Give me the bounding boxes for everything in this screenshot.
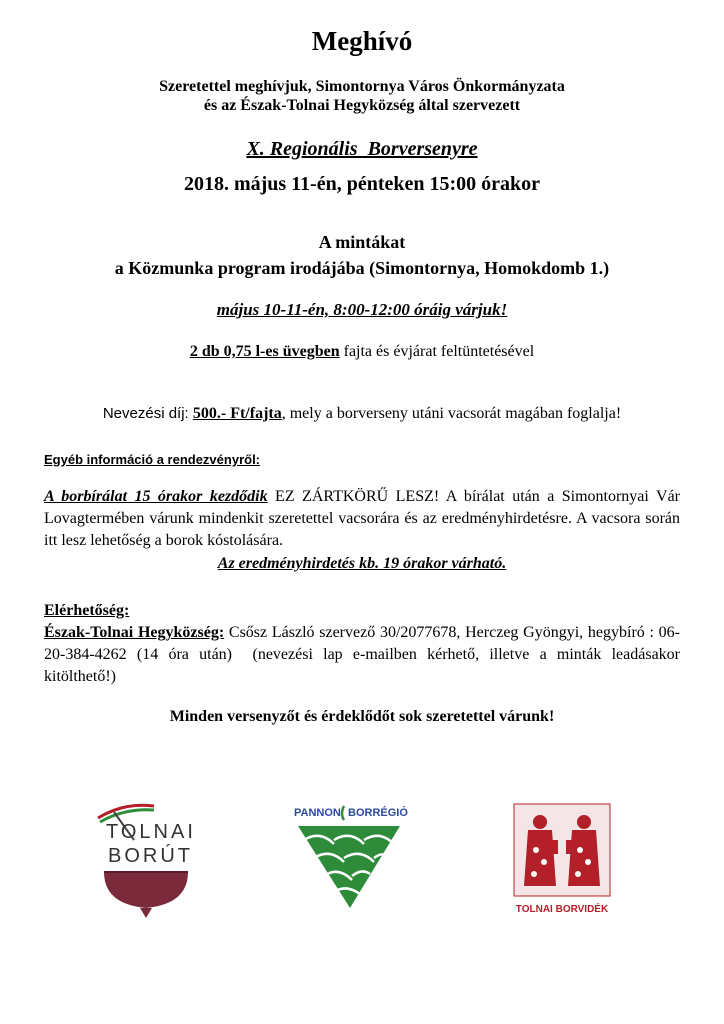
judging-start: A borbírálat 15 órakor kezdődik	[44, 488, 268, 505]
entry-fee	[0, 405, 724, 423]
samples-heading: A mintákat	[318, 232, 406, 252]
bottles-details: fajta és évjárat feltüntetésével	[339, 343, 535, 360]
contact-paragraph	[44, 622, 684, 688]
info-paragraph	[44, 486, 680, 552]
event-date: 2018. május 11-én, pénteken 15:00 órakor	[183, 173, 541, 195]
page-title: Meghívó	[311, 26, 413, 56]
tolnai-borvidek-logo	[506, 800, 618, 918]
event-name	[0, 138, 724, 161]
closing-line: Minden versenyzőt és érdeklődőt sok szeretettel várunk!	[169, 708, 555, 725]
logo-text-borvidek: TOLNAI BORVIDÉK	[515, 904, 609, 915]
fee-details: , mely a borverseny utáni vacsorát magában foglalja!	[281, 405, 622, 422]
logo-text-tolnai: TOLNAI	[106, 821, 196, 843]
logo-text-borut: BORÚT	[108, 845, 193, 867]
bottles-amount: 2 db 0,75 l-es üvegben	[189, 343, 340, 360]
intro-line-1: Szeretettel meghívjuk, Simontornya Város Önkormányzata	[159, 78, 565, 95]
info-details: EZ ZÁRTKÖRŰ LESZ! A bírálat után a Simontornyai Vár Lovagtermében várunk mindenkit szeretettel vacsorára és az eredményhirdetésre. A vacsora során itt lesz lehetőség a borok kóstolására.	[44, 488, 680, 549]
logo-text-borregio: BORRÉGIÓ	[348, 807, 408, 819]
info-heading: Egyéb információ a rendezvényről:	[44, 452, 261, 467]
contact-organization: Észak-Tolnai Hegyközség:	[44, 624, 225, 641]
bottles-requirement	[0, 343, 724, 361]
event-name-text: X. Regionális Borversenyre	[246, 138, 478, 160]
fee-label: Nevezési díj:	[102, 405, 193, 422]
samples-location: a Közmunka program irodájába (Simontornya, Homokdomb 1.)	[114, 258, 610, 278]
contact-heading: Elérhetőség:	[44, 602, 130, 619]
logo-text-pannon: PANNON	[294, 807, 341, 819]
pannon-borregio-logo	[290, 800, 408, 912]
contact-details: Csősz László szervező 30/2077678, Herczeg Gyöngyi, hegybíró : 06-20-384-4262 (14 óra után) (nevezési lap e-mailben kérhető, illetve a minták leadásakor kitölthető!)	[44, 624, 684, 685]
delivery-time: május 10-11-én, 8:00-12:00 óráig várjuk!	[216, 300, 508, 319]
intro-line-2: és az Észak-Tolnai Hegyközség által szervezett	[203, 97, 521, 114]
results-note: Az eredményhirdetés kb. 19 órakor várható.	[217, 555, 507, 572]
fee-amount: 500.- Ft/fajta	[192, 405, 282, 422]
tolnai-borut-logo	[84, 800, 200, 924]
